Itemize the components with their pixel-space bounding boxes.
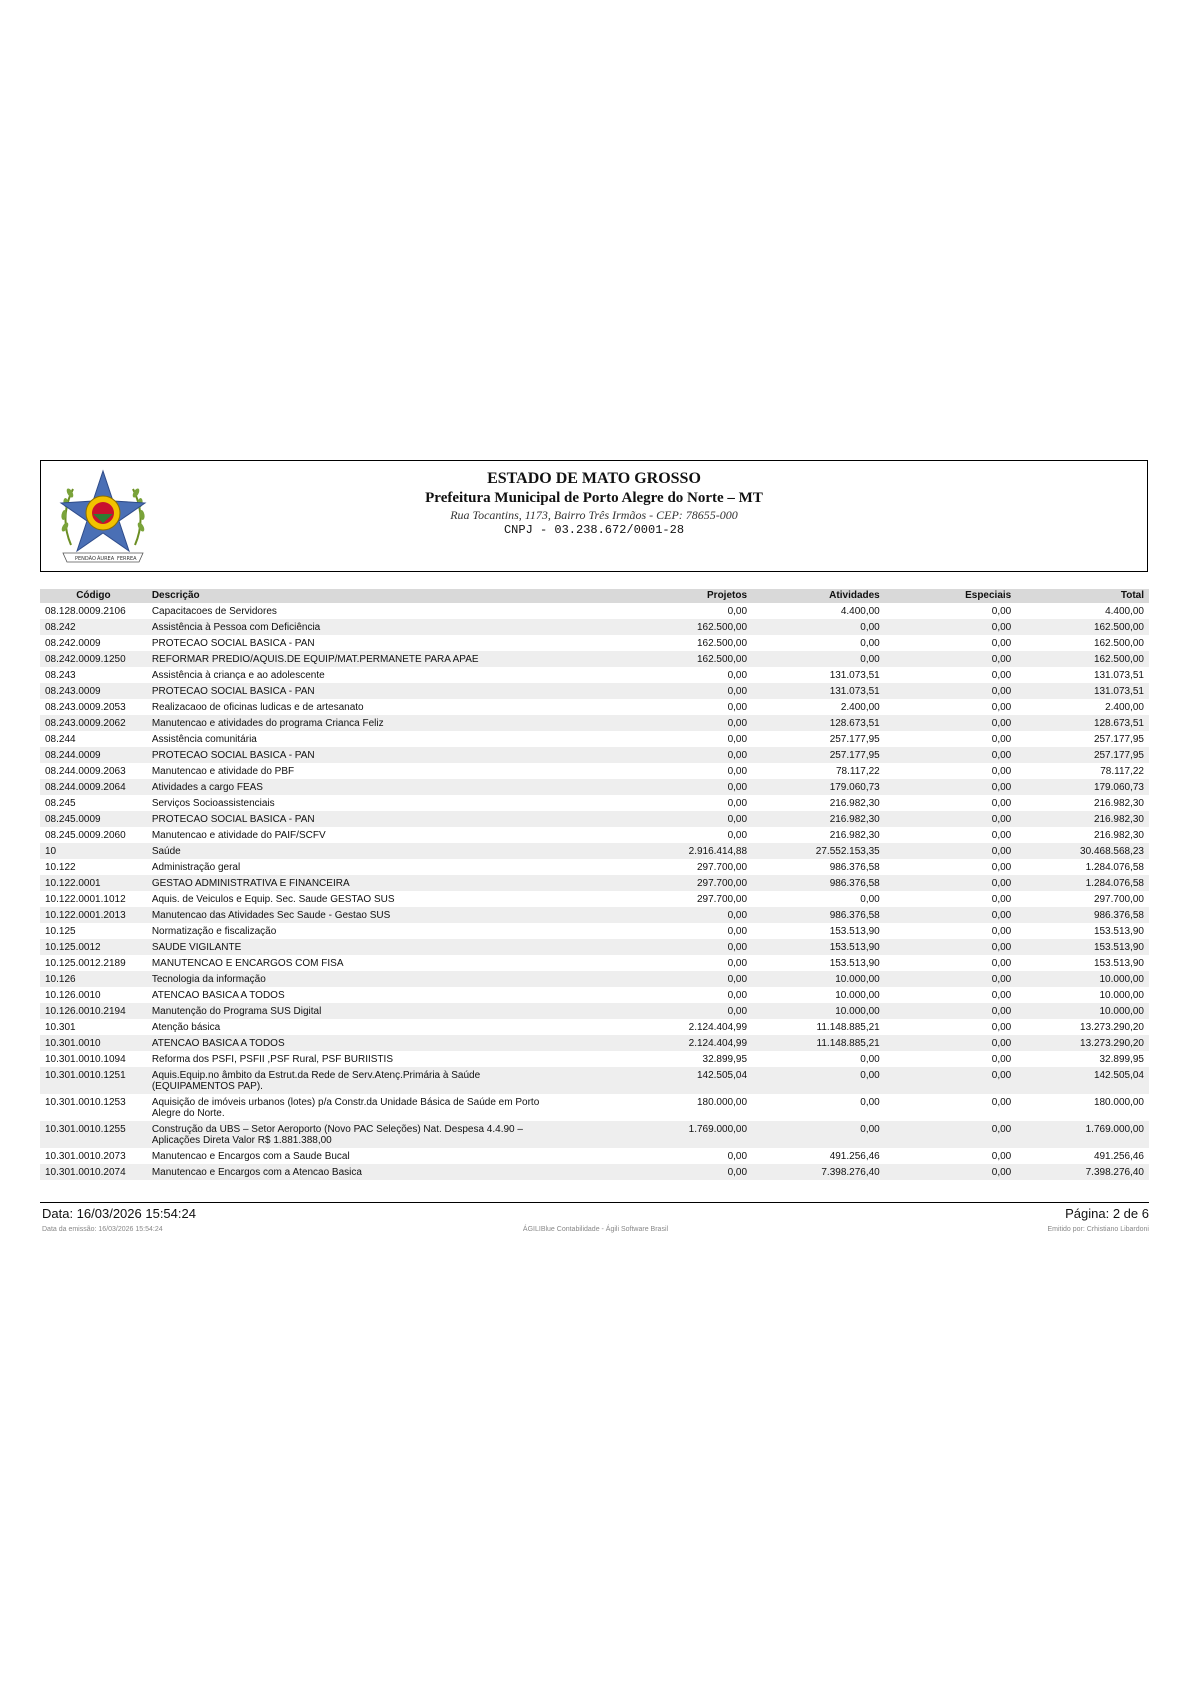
cell-projetos: 162.500,00 bbox=[696, 637, 748, 649]
cell-especiais: 0,00 bbox=[991, 829, 1012, 841]
cell-descricao: Capacitacoes de Servidores bbox=[151, 605, 277, 617]
cell-projetos: 2.124.404,99 bbox=[561, 1035, 752, 1051]
cell-total: 1.284.076,58 bbox=[1016, 875, 1149, 891]
cell-codigo: 08.243.0009.2062 bbox=[40, 715, 147, 731]
cell-codigo: 10.126 bbox=[40, 971, 147, 987]
cell-descricao: ATENCAO BASICA A TODOS bbox=[151, 989, 285, 1001]
cell-total: 10.000,00 bbox=[1016, 971, 1149, 987]
cell-projetos: 297.700,00 bbox=[696, 861, 748, 873]
table-row bbox=[40, 939, 1149, 955]
cell-total: 257.177,95 bbox=[1093, 733, 1144, 745]
cell-codigo: 10.301.0010 bbox=[40, 1035, 147, 1051]
organization-address: Rua Tocantins, 1173, Bairro Três Irmãos - CEP: 78655-000 bbox=[450, 508, 738, 522]
cell-codigo: 10.122.0001.2013 bbox=[40, 907, 147, 923]
table-row bbox=[40, 907, 1149, 923]
cell-descricao: Assistência comunitária bbox=[151, 733, 257, 745]
cell-atividades: 491.256,46 bbox=[829, 1150, 880, 1162]
table-row bbox=[40, 699, 1149, 715]
cell-projetos: 2.916.414,88 bbox=[561, 843, 752, 859]
cell-atividades: 257.177,95 bbox=[752, 747, 885, 763]
table-row bbox=[40, 667, 1149, 683]
cell-projetos: 0,00 bbox=[561, 939, 752, 955]
cell-especiais: 0,00 bbox=[885, 811, 1017, 827]
cell-projetos: 0,00 bbox=[561, 811, 752, 827]
cell-codigo: 10.122.0001.1012 bbox=[45, 893, 126, 905]
cell-descricao: Atividades a cargo FEAS bbox=[147, 779, 561, 795]
cell-especiais: 0,00 bbox=[991, 1053, 1012, 1065]
cell-projetos: 0,00 bbox=[727, 765, 748, 777]
cell-total: 216.982,30 bbox=[1093, 829, 1144, 841]
table-row bbox=[40, 987, 1149, 1003]
cell-especiais: 0,00 bbox=[991, 861, 1012, 873]
cell-atividades: 0,00 bbox=[752, 619, 885, 635]
cell-codigo: 08.243 bbox=[45, 669, 76, 681]
cell-total: 153.513,90 bbox=[1093, 957, 1144, 969]
cell-descricao: Aquis. de Veiculos e Equip. Sec. Saude GESTAO SUS bbox=[151, 893, 395, 905]
col-header-projetos: Projetos bbox=[561, 589, 752, 603]
cell-especiais: 0,00 bbox=[991, 1096, 1012, 1108]
cell-codigo: 08.244 bbox=[45, 733, 76, 745]
cell-especiais: 0,00 bbox=[991, 957, 1012, 969]
cell-projetos: 0,00 bbox=[561, 747, 752, 763]
cell-especiais: 0,00 bbox=[991, 989, 1012, 1001]
table-row bbox=[40, 1067, 1149, 1094]
col-header-descricao: Descrição bbox=[147, 589, 561, 603]
cell-projetos: 0,00 bbox=[727, 797, 748, 809]
cell-especiais: 0,00 bbox=[991, 797, 1012, 809]
organization-cnpj: CNPJ - 03.238.672/0001-28 bbox=[503, 523, 685, 537]
cell-codigo: 10.126.0010.2194 bbox=[40, 1003, 147, 1019]
cell-projetos: 0,00 bbox=[727, 989, 748, 1001]
cell-projetos: 0,00 bbox=[727, 669, 748, 681]
cell-codigo: 08.245.0009.2060 bbox=[45, 829, 126, 841]
cell-codigo: 08.245 bbox=[45, 797, 76, 809]
cell-total: 297.700,00 bbox=[1093, 893, 1144, 905]
col-header-especiais: Especiais bbox=[885, 589, 1017, 603]
table-row bbox=[40, 651, 1149, 667]
cell-atividades: 0,00 bbox=[752, 1067, 885, 1094]
cell-atividades: 257.177,95 bbox=[829, 733, 880, 745]
cell-codigo: 10.125 bbox=[45, 925, 76, 937]
organization-block bbox=[41, 469, 1147, 538]
cell-especiais: 0,00 bbox=[885, 907, 1017, 923]
cell-total: 179.060,73 bbox=[1016, 779, 1149, 795]
cell-total: 13.273.290,20 bbox=[1080, 1021, 1144, 1033]
cell-total: 162.500,00 bbox=[1016, 619, 1149, 635]
table-row bbox=[40, 891, 1149, 907]
cell-total: 986.376,58 bbox=[1016, 907, 1149, 923]
cell-atividades: 2.400,00 bbox=[840, 701, 880, 713]
cell-projetos: 162.500,00 bbox=[561, 651, 752, 667]
cell-projetos: 0,00 bbox=[727, 1150, 748, 1162]
cell-projetos: 142.505,04 bbox=[561, 1067, 752, 1094]
cell-especiais: 0,00 bbox=[885, 875, 1017, 891]
cell-total: 216.982,30 bbox=[1093, 797, 1144, 809]
cell-projetos: 0,00 bbox=[561, 1003, 752, 1019]
cell-projetos: 0,00 bbox=[561, 907, 752, 923]
cell-projetos: 0,00 bbox=[561, 1164, 752, 1180]
table-row bbox=[40, 1094, 1149, 1121]
cell-descricao: Aquis.Equip.no âmbito da Estrut.da Rede de Serv.Atenç.Primária à Saúde (EQUIPAMENTOS PAP). bbox=[147, 1067, 561, 1094]
cell-atividades: 4.400,00 bbox=[840, 605, 880, 617]
table-header-row bbox=[40, 589, 1149, 603]
cell-descricao: Normatização e fiscalização bbox=[151, 925, 277, 937]
budget-table bbox=[40, 589, 1149, 1180]
table-row bbox=[40, 747, 1149, 763]
cell-especiais: 0,00 bbox=[885, 683, 1017, 699]
cell-total: 1.769.000,00 bbox=[1016, 1121, 1149, 1148]
cell-projetos: 0,00 bbox=[561, 683, 752, 699]
cell-descricao: Serviços Socioassistenciais bbox=[151, 797, 275, 809]
cell-especiais: 0,00 bbox=[885, 1035, 1017, 1051]
footer-software: ÁGILIBlue Contabilidade - Ágili Software Brasil bbox=[522, 1226, 669, 1233]
cell-descricao: Aquisição de imóveis urbanos (lotes) p/a Constr.da Unidade Básica de Saúde em Porto Alegre do Norte. bbox=[151, 1096, 540, 1119]
cell-descricao: Assistência à criança e ao adolescente bbox=[151, 669, 325, 681]
table-row bbox=[40, 843, 1149, 859]
table-row bbox=[40, 603, 1149, 619]
cell-especiais: 0,00 bbox=[885, 715, 1017, 731]
cell-descricao: Tecnologia da informação bbox=[147, 971, 561, 987]
cell-projetos: 162.500,00 bbox=[561, 619, 752, 635]
cell-codigo: 10.301.0010.2073 bbox=[45, 1150, 126, 1162]
cell-total: 7.398.276,40 bbox=[1016, 1164, 1149, 1180]
cell-projetos: 32.899,95 bbox=[702, 1053, 748, 1065]
cell-atividades: 128.673,51 bbox=[752, 715, 885, 731]
cell-especiais: 0,00 bbox=[991, 701, 1012, 713]
cell-descricao: Reforma dos PSFI, PSFII ,PSF Rural, PSF BURIISTIS bbox=[151, 1053, 393, 1065]
cell-total: 153.513,90 bbox=[1093, 925, 1144, 937]
cell-codigo: 08.242.0009 bbox=[45, 637, 101, 649]
table-row bbox=[40, 923, 1149, 939]
cell-projetos: 1.769.000,00 bbox=[561, 1121, 752, 1148]
cell-descricao: Administração geral bbox=[151, 861, 241, 873]
organization-name: Prefeitura Municipal de Porto Alegre do Norte – MT bbox=[425, 490, 763, 506]
cell-projetos: 0,00 bbox=[561, 971, 752, 987]
crest-motto-2: ÁUREA bbox=[97, 556, 115, 562]
cell-total: 32.899,95 bbox=[1099, 1053, 1144, 1065]
col-header-codigo: Código bbox=[40, 589, 147, 603]
cell-descricao: PROTECAO SOCIAL BASICA - PAN bbox=[147, 683, 561, 699]
cell-especiais: 0,00 bbox=[885, 843, 1017, 859]
cell-codigo: 10 bbox=[40, 843, 147, 859]
table-row bbox=[40, 731, 1149, 747]
table-body bbox=[40, 603, 1149, 1180]
cell-descricao: PROTECAO SOCIAL BASICA - PAN bbox=[151, 637, 315, 649]
footer-page-number: Página: 2 de 6 bbox=[1065, 1206, 1149, 1221]
cell-especiais: 0,00 bbox=[885, 651, 1017, 667]
cell-descricao: Saúde bbox=[147, 843, 561, 859]
cell-descricao: Manutencao das Atividades Sec Saude - Gestao SUS bbox=[147, 907, 561, 923]
cell-especiais: 0,00 bbox=[991, 1021, 1012, 1033]
table-row bbox=[40, 635, 1149, 651]
footer-emitted-by: Emitido por: Crhistiano Libardoni bbox=[1047, 1226, 1149, 1233]
cell-atividades: 0,00 bbox=[860, 1096, 880, 1108]
table-row bbox=[40, 1121, 1149, 1148]
cell-atividades: 7.398.276,40 bbox=[752, 1164, 885, 1180]
cell-atividades: 10.000,00 bbox=[752, 971, 885, 987]
cell-especiais: 0,00 bbox=[885, 619, 1017, 635]
cell-codigo: 10.122 bbox=[45, 861, 76, 873]
cell-total: 162.500,00 bbox=[1093, 637, 1144, 649]
cell-codigo: 10.125.0012 bbox=[40, 939, 147, 955]
cell-atividades: 131.073,51 bbox=[829, 669, 880, 681]
cell-atividades: 27.552.153,35 bbox=[752, 843, 885, 859]
cell-projetos: 0,00 bbox=[561, 779, 752, 795]
table-row bbox=[40, 827, 1149, 843]
cell-descricao: Assistência à Pessoa com Deficiência bbox=[147, 619, 561, 635]
cell-especiais: 0,00 bbox=[885, 971, 1017, 987]
cell-atividades: 0,00 bbox=[752, 1121, 885, 1148]
cell-atividades: 78.117,22 bbox=[836, 765, 880, 777]
cell-atividades: 216.982,30 bbox=[752, 811, 885, 827]
cell-codigo: 08.243.0009.2053 bbox=[45, 701, 126, 713]
cell-codigo: 08.244.0009.2063 bbox=[45, 765, 126, 777]
cell-descricao: PROTECAO SOCIAL BASICA - PAN bbox=[147, 811, 561, 827]
table-row bbox=[40, 795, 1149, 811]
table-row bbox=[40, 619, 1149, 635]
table-row bbox=[40, 1164, 1149, 1180]
cell-total: 4.400,00 bbox=[1105, 605, 1144, 617]
table-row bbox=[40, 779, 1149, 795]
cell-codigo: 08.245.0009 bbox=[40, 811, 147, 827]
cell-descricao: SAUDE VIGILANTE bbox=[147, 939, 561, 955]
cell-atividades: 11.148.885,21 bbox=[752, 1035, 885, 1051]
cell-projetos: 297.700,00 bbox=[696, 893, 748, 905]
cell-codigo: 08.128.0009.2106 bbox=[45, 605, 126, 617]
cell-especiais: 0,00 bbox=[991, 765, 1012, 777]
cell-codigo: 08.244.0009.2064 bbox=[40, 779, 147, 795]
cell-codigo: 08.242 bbox=[40, 619, 147, 635]
report-header bbox=[40, 460, 1148, 572]
cell-especiais: 0,00 bbox=[991, 893, 1012, 905]
cell-total: 13.273.290,20 bbox=[1016, 1035, 1149, 1051]
cell-total: 128.673,51 bbox=[1016, 715, 1149, 731]
cell-especiais: 0,00 bbox=[991, 669, 1012, 681]
cell-atividades: 131.073,51 bbox=[752, 683, 885, 699]
cell-descricao: ATENCAO BASICA A TODOS bbox=[147, 1035, 561, 1051]
cell-descricao: Realizacaoo de oficinas ludicas e de artesanato bbox=[151, 701, 364, 713]
table-row bbox=[40, 859, 1149, 875]
cell-projetos: 0,00 bbox=[727, 957, 748, 969]
cell-atividades: 0,00 bbox=[860, 893, 880, 905]
cell-codigo: 08.242.0009.1250 bbox=[40, 651, 147, 667]
cell-codigo: 10.301 bbox=[45, 1021, 76, 1033]
cell-descricao: REFORMAR PREDIO/AQUIS.DE EQUIP/MAT.PERMANETE PARA APAE bbox=[147, 651, 561, 667]
cell-codigo: 08.243.0009 bbox=[40, 683, 147, 699]
cell-total: 162.500,00 bbox=[1016, 651, 1149, 667]
cell-especiais: 0,00 bbox=[885, 1067, 1017, 1094]
cell-projetos: 0,00 bbox=[727, 829, 748, 841]
cell-atividades: 216.982,30 bbox=[829, 797, 880, 809]
cell-codigo: 10.301.0010.1251 bbox=[40, 1067, 147, 1094]
cell-descricao: Atenção básica bbox=[151, 1021, 221, 1033]
cell-descricao: Manutencao e atividade do PAIF/SCFV bbox=[151, 829, 326, 841]
cell-total: 2.400,00 bbox=[1105, 701, 1144, 713]
cell-codigo: 10.122.0001 bbox=[40, 875, 147, 891]
table-row bbox=[40, 811, 1149, 827]
cell-codigo: 10.301.0010.2074 bbox=[40, 1164, 147, 1180]
footer-divider bbox=[40, 1202, 1149, 1203]
cell-total: 216.982,30 bbox=[1016, 811, 1149, 827]
cell-atividades: 10.000,00 bbox=[835, 989, 880, 1001]
cell-projetos: 0,00 bbox=[727, 605, 748, 617]
cell-especiais: 0,00 bbox=[991, 637, 1012, 649]
table-row bbox=[40, 715, 1149, 731]
cell-total: 131.073,51 bbox=[1016, 683, 1149, 699]
cell-descricao: MANUTENCAO E ENCARGOS COM FISA bbox=[151, 957, 344, 969]
crest-motto-1: PENDÃO bbox=[75, 556, 96, 562]
cell-atividades: 179.060,73 bbox=[752, 779, 885, 795]
cell-atividades: 0,00 bbox=[860, 637, 880, 649]
cell-total: 1.284.076,58 bbox=[1085, 861, 1144, 873]
cell-atividades: 216.982,30 bbox=[829, 829, 880, 841]
cell-total: 153.513,90 bbox=[1016, 939, 1149, 955]
state-title: ESTADO DE MATO GROSSO bbox=[487, 470, 701, 487]
cell-total: 30.468.568,23 bbox=[1016, 843, 1149, 859]
table-row bbox=[40, 1148, 1149, 1164]
cell-atividades: 986.376,58 bbox=[829, 861, 880, 873]
cell-descricao: Manutencao e atividade do PBF bbox=[151, 765, 295, 777]
cell-atividades: 0,00 bbox=[860, 1053, 880, 1065]
cell-codigo: 08.244.0009 bbox=[40, 747, 147, 763]
cell-codigo: 10.301.0010.1255 bbox=[40, 1121, 147, 1148]
table-row bbox=[40, 971, 1149, 987]
cell-codigo: 10.301.0010.1094 bbox=[45, 1053, 126, 1065]
cell-descricao: GESTAO ADMINISTRATIVA E FINANCEIRA bbox=[147, 875, 561, 891]
col-header-atividades: Atividades bbox=[752, 589, 885, 603]
table-row bbox=[40, 1003, 1149, 1019]
cell-especiais: 0,00 bbox=[991, 1150, 1012, 1162]
cell-descricao: PROTECAO SOCIAL BASICA - PAN bbox=[147, 747, 561, 763]
cell-atividades: 153.513,90 bbox=[752, 939, 885, 955]
cell-total: 180.000,00 bbox=[1093, 1096, 1144, 1108]
cell-total: 78.117,22 bbox=[1100, 765, 1144, 777]
cell-atividades: 10.000,00 bbox=[752, 1003, 885, 1019]
col-header-total: Total bbox=[1016, 589, 1149, 603]
cell-total: 131.073,51 bbox=[1093, 669, 1144, 681]
footer-emission-date: Data da emissão: 16/03/2026 15:54:24 bbox=[42, 1226, 163, 1233]
cell-projetos: 0,00 bbox=[727, 701, 748, 713]
cell-atividades: 986.376,58 bbox=[752, 907, 885, 923]
cell-especiais: 0,00 bbox=[885, 747, 1017, 763]
cell-total: 10.000,00 bbox=[1099, 989, 1144, 1001]
cell-especiais: 0,00 bbox=[991, 733, 1012, 745]
cell-especiais: 0,00 bbox=[885, 939, 1017, 955]
cell-projetos: 180.000,00 bbox=[696, 1096, 748, 1108]
table-row bbox=[40, 955, 1149, 971]
cell-atividades: 986.376,58 bbox=[752, 875, 885, 891]
cell-especiais: 0,00 bbox=[991, 605, 1012, 617]
cell-especiais: 0,00 bbox=[885, 779, 1017, 795]
table-row bbox=[40, 1035, 1149, 1051]
cell-codigo: 10.301.0010.1253 bbox=[45, 1096, 126, 1108]
footer-date: Data: 16/03/2026 15:54:24 bbox=[42, 1206, 196, 1221]
cell-projetos: 0,00 bbox=[727, 733, 748, 745]
cell-especiais: 0,00 bbox=[885, 1164, 1017, 1180]
cell-atividades: 153.513,90 bbox=[829, 957, 880, 969]
cell-descricao: Manutenção do Programa SUS Digital bbox=[147, 1003, 561, 1019]
cell-codigo: 10.126.0010 bbox=[45, 989, 101, 1001]
cell-especiais: 0,00 bbox=[885, 1003, 1017, 1019]
cell-descricao: Manutencao e atividades do programa Crianca Feliz bbox=[147, 715, 561, 731]
table-row bbox=[40, 1019, 1149, 1035]
cell-codigo: 10.125.0012.2189 bbox=[45, 957, 126, 969]
cell-especiais: 0,00 bbox=[885, 1121, 1017, 1148]
crest-motto-3: FERREA bbox=[117, 556, 137, 562]
table-row bbox=[40, 875, 1149, 891]
cell-total: 491.256,46 bbox=[1093, 1150, 1144, 1162]
cell-projetos: 0,00 bbox=[561, 715, 752, 731]
cell-total: 257.177,95 bbox=[1016, 747, 1149, 763]
table-row bbox=[40, 683, 1149, 699]
cell-projetos: 297.700,00 bbox=[561, 875, 752, 891]
cell-total: 10.000,00 bbox=[1016, 1003, 1149, 1019]
cell-total: 142.505,04 bbox=[1016, 1067, 1149, 1094]
cell-especiais: 0,00 bbox=[991, 925, 1012, 937]
cell-atividades: 0,00 bbox=[752, 651, 885, 667]
table-row bbox=[40, 1051, 1149, 1067]
cell-projetos: 2.124.404,99 bbox=[688, 1021, 748, 1033]
cell-atividades: 11.148.885,21 bbox=[816, 1021, 880, 1033]
cell-descricao: Manutencao e Encargos com a Atencao Basica bbox=[147, 1164, 561, 1180]
cell-projetos: 0,00 bbox=[727, 925, 748, 937]
table-row bbox=[40, 763, 1149, 779]
cell-atividades: 153.513,90 bbox=[829, 925, 880, 937]
cell-descricao: Manutencao e Encargos com a Saude Bucal bbox=[151, 1150, 350, 1162]
cell-descricao: Construção da UBS – Setor Aeroporto (Novo PAC Seleções) Nat. Despesa 4.4.90 – Aplicações Direta Valor R$ 1.881.388,00 bbox=[147, 1121, 561, 1148]
